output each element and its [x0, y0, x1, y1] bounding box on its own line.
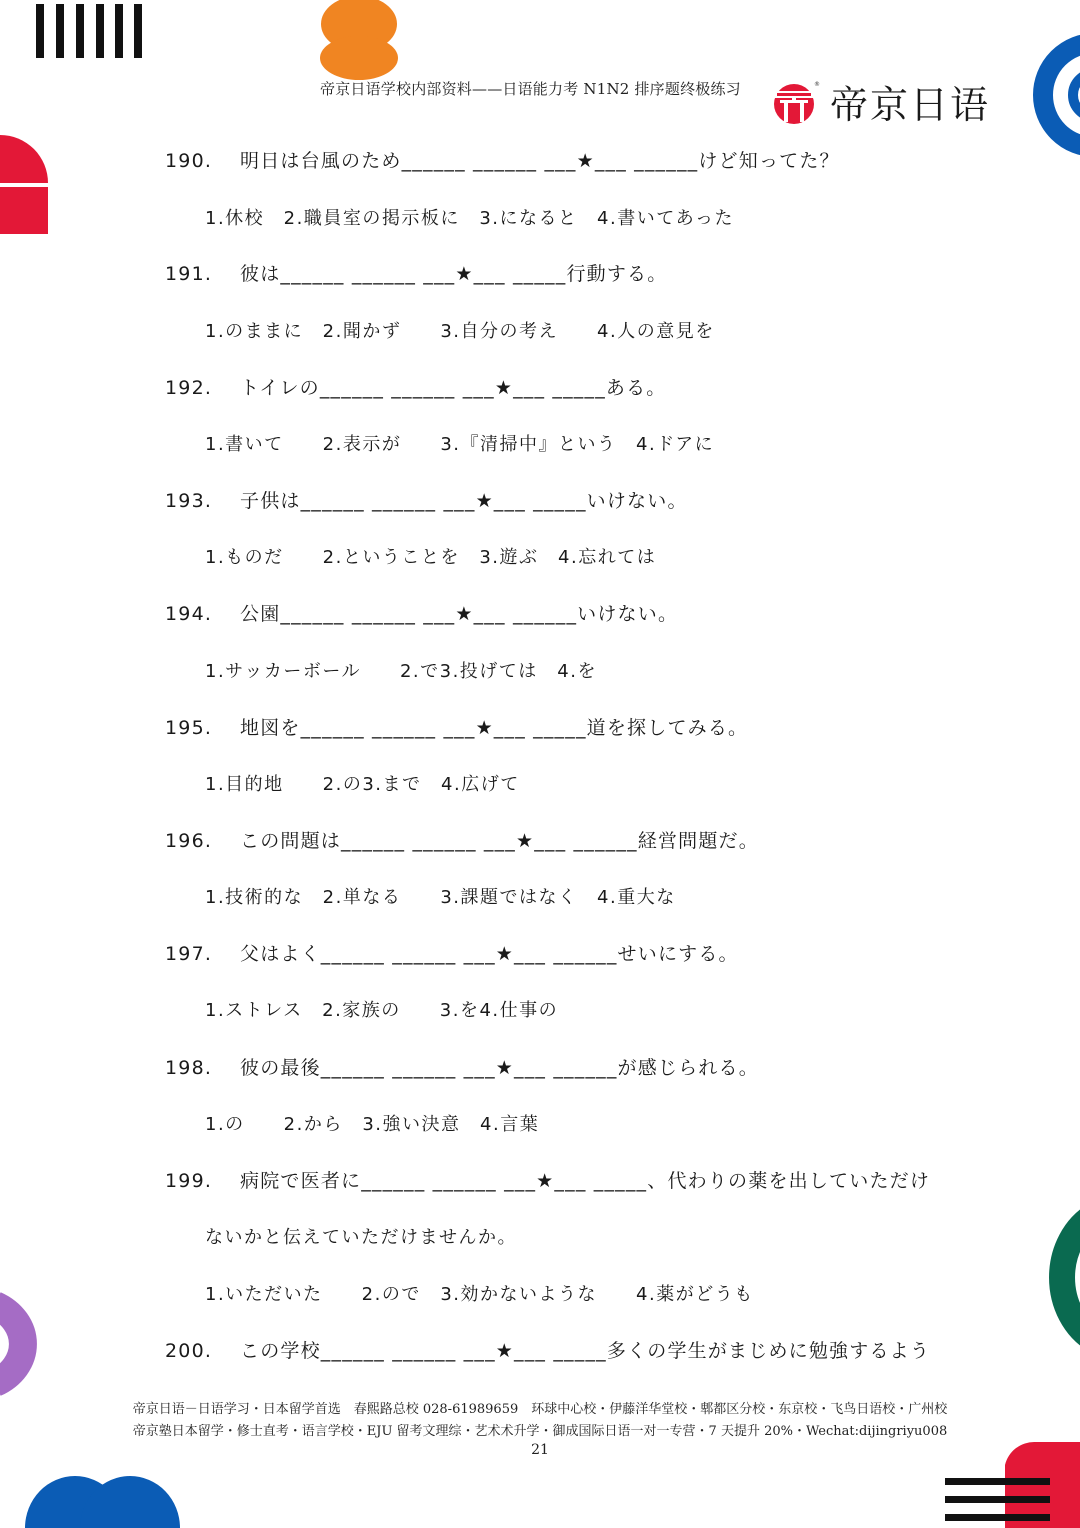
question-text: トイレの______ ______ ___★___ _____ある。: [240, 377, 667, 399]
question-text: この問題は______ ______ ___★___ ______経営問題だ。: [240, 830, 759, 852]
question-192: [165, 373, 667, 400]
question-number: 193.: [165, 490, 213, 512]
question-text: 地図を______ ______ ___★___ _____道を探してみる。: [240, 717, 749, 739]
question-200: [165, 1336, 930, 1363]
question-192-options: 1.書いて 2.表示が 3.『清掃中』という 4.ドアに: [205, 434, 715, 455]
question-number: 199.: [165, 1170, 213, 1192]
page-number: 21: [531, 1442, 549, 1458]
question-196: [165, 826, 759, 853]
question-text: 明日は台風のため______ ______ ___★___ ______けど知ってた？: [240, 150, 840, 172]
brand-logo: [770, 74, 990, 129]
blue-blob-bottom: [25, 1476, 180, 1528]
question-191-options: 1.のままに 2.聞かず 3.自分の考え 4.人の意見を: [205, 321, 715, 342]
black-bars-top-left: [36, 4, 142, 58]
question-text: 父はよく______ ______ ___★___ ______せいにする。: [240, 943, 739, 965]
question-number: 196.: [165, 830, 213, 852]
question-number: 198.: [165, 1057, 213, 1079]
purple-arc-left: [0, 1305, 23, 1383]
question-193-options: 1.ものだ 2.ということを 3.遊ぶ 4.忘れては: [205, 547, 657, 568]
question-191: [165, 259, 667, 286]
question-190: [165, 146, 840, 173]
question-number: 191.: [165, 263, 213, 285]
question-text: 病院で医者に______ ______ ___★___ _____、代わりの薬を出していただけ: [240, 1170, 931, 1192]
footer-line-1: 帝京日语－日语学习・日本留学首选 春熙路总校 028-61989659 环球中心校・伊藤洋华堂校・郫都区分校・东京校・飞鸟日语校・广州校: [132, 1402, 948, 1417]
question-198: [165, 1053, 759, 1080]
blue-rings-top-right: [1043, 43, 1080, 147]
question-197: [165, 939, 739, 966]
question-199: [165, 1166, 930, 1193]
question-197-options: 1.ストレス 2.家族の 3.を4.仕事の: [205, 1000, 559, 1021]
question-text: 公園______ ______ ___★___ ______いけない。: [240, 603, 679, 625]
document-header-title: 帝京日语学校内部资料——日语能力考 N1N2 排序题终极练习: [320, 80, 741, 98]
question-199-options: 1.いただいた 2.ので 3.効かないような 4.薬がどうも: [205, 1284, 754, 1305]
footer-line-2: 帝京塾日本留学・修士直考・语言学校・EJU 留考文理综・艺术术升学・御成国际日语一对一专营・7 天提升 20%・Wechat:dijingriyu008: [132, 1424, 948, 1439]
question-number: 195.: [165, 717, 213, 739]
question-195: [165, 713, 748, 740]
question-196-options: 1.技術的な 2.単なる 3.課題ではなく 4.重大な: [205, 887, 676, 908]
question-number: 194.: [165, 603, 213, 625]
svg-text:®: ®: [814, 80, 820, 88]
brand-name: 帝京日语: [830, 83, 991, 127]
question-number: 197.: [165, 943, 213, 965]
red-shapes-left: [0, 135, 48, 234]
question-195-options: 1.目的地 2.の3.まで 4.広げて: [205, 774, 520, 795]
question-text: 彼の最後______ ______ ___★___ ______が感じられる。: [240, 1057, 759, 1079]
torii-gate-icon: [770, 78, 818, 126]
question-199-continuation: ないかと伝えていただけませんか。: [205, 1227, 517, 1248]
orange-blob: [320, 0, 398, 80]
question-text: 子供は______ ______ ___★___ _____いけない。: [240, 490, 688, 512]
question-194-options: 1.サッカーボール 2.で3.投げては 4.を: [205, 661, 597, 682]
question-number: 200.: [165, 1340, 213, 1362]
question-190-options: 1.休校 2.職員室の掲示板に 3.になると 4.書いてあった: [205, 208, 735, 229]
question-198-options: 1.の 2.から 3.強い決意 4.言葉: [205, 1114, 540, 1135]
question-text: この学校______ ______ ___★___ _____多くの学生がまじめに勉強するよう: [240, 1340, 931, 1362]
question-193: [165, 486, 688, 513]
question-text: 彼は______ ______ ___★___ _____行動する。: [240, 263, 668, 285]
green-arc-right: [1062, 1215, 1080, 1340]
question-194: [165, 599, 678, 626]
question-number: 190.: [165, 150, 213, 172]
question-number: 192.: [165, 377, 213, 399]
